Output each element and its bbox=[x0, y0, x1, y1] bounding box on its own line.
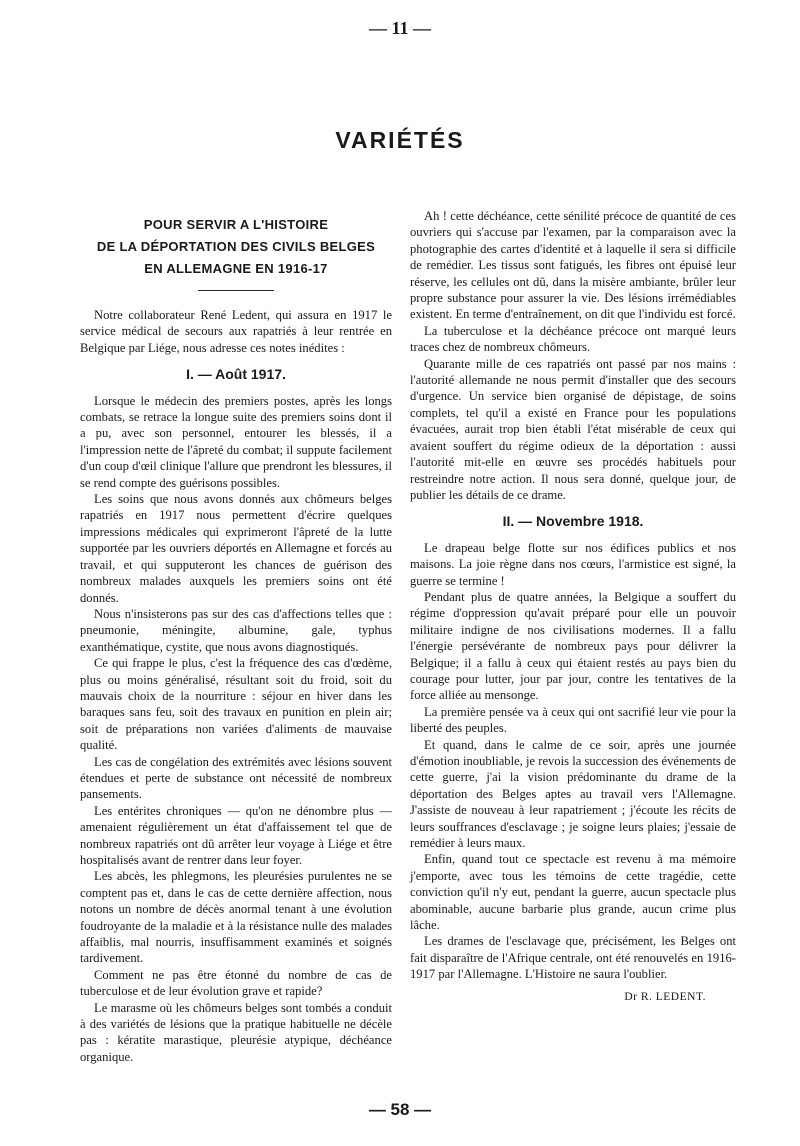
part1-paragraph-11: La tuberculose et la déchéance précoce ont marqué leurs traces chez de nombreux chômeurs. bbox=[410, 323, 736, 355]
article-title-line-2: DE LA DÉPORTATION DES CIVILS BELGES bbox=[96, 239, 376, 254]
part2-paragraph-5: Enfin, quand tout ce spectacle est revenu à ma mémoire j'emporte, avec tous les témoins de cette tragédie, cette conviction qu'il n'y eut, pendant la guerre, aucun spectacle plus abominable, aucune barbarie plus grande, aucun crime plus lâche. bbox=[410, 852, 736, 933]
part1-paragraph-3: Nous n'insisterons pas sur des cas d'affections telles que : pneumonie, méningite, albumine, gale, typhus exanthématique, cystite, que nous avons diagnostiqués. bbox=[80, 606, 392, 654]
part2-heading: II. — Novembre 1918. bbox=[502, 513, 644, 530]
part1-paragraph-8: Comment ne pas être étonné du nombre de cas de tuberculose et de leur évolution grave et rapide? bbox=[80, 967, 392, 999]
part2-paragraph-6: Les drames de l'esclavage que, précisément, les Belges ont fait disparaître de l'Afrique centrale, ont été renouvelés en 1916-1917 par l'Allemagne. L'Histoire ne saura l'oublier. bbox=[410, 934, 736, 982]
top-page-number: — 11 — bbox=[368, 18, 431, 38]
title-divider bbox=[198, 290, 274, 291]
part1-paragraph-1: Lorsque le médecin des premiers postes, après les longs combats, se retrace la longue suite des premiers soins dont il a pu, avec son personnel, entourer les blessés, il a l'impression nette de l'âpreté du combat; il suppute facilement d'un coup d'œil clinique l'allure que prendront les blessures, il se rend compte des guérisons possibles. bbox=[80, 393, 392, 490]
right-column bbox=[410, 208, 736, 1005]
part1-paragraph-2: Les soins que nous avons donnés aux chômeurs belges rapatriés en 1917 nous permettent d'écrire quelques impressions médicales qui exprimeront l'âpreté de la lutte supportée par les ouvriers déportés en Allemagne et forcés au travail, et qui supputeront les chances de guérison des nombreux malades auxquels les premiers soins ont été donnés. bbox=[80, 492, 392, 605]
part1-paragraph-9: Le marasme où les chômeurs belges sont tombés a conduit à des variétés de lésions que la pratique habituelle ne décèle pas : kératite marastique, pleurésie atypique, déchéance organique. bbox=[80, 1000, 392, 1064]
part2-paragraph-4: Et quand, dans le calme de ce soir, après une journée d'émotion inoubliable, je revois la succession des événements de cette guerre, j'ai la vision prédominante du drame de la déportation des Belges aptes au travail vers l'Allemagne. J'assiste de nouveau à leur rapatriement ; j'écoute les récits de leurs souffrances d'esclavage ; je soigne leurs plaies; j'essaie de remédier à leurs maux. bbox=[410, 737, 736, 851]
article-title-line-3: EN ALLEMAGNE EN 1916-17 bbox=[144, 261, 328, 276]
part1-paragraph-12: Quarante mille de ces rapatriés ont passé par nos mains : l'autorité allemande ne nous permit d'installer que des secours d'urgence. Un service bien organisé de dépistage, de soins complets, tel qu'il a existé en France pour les populations évacuées, aurait trop bien établi l'état misérable de ceux qui avaient souffert du régime odieux de la déportation : aussi l'autorité mit-elle en œuvre ses procédés habituels pour restreindre notre action. Il nous sera donné, quelque jour, de publier les détails de ce drame. bbox=[410, 356, 736, 502]
bottom-page-number: — 58 — bbox=[368, 1100, 432, 1119]
intro-paragraph: Notre collaborateur René Ledent, qui assura en 1917 le service médical de secours aux rapatriés à leur rentrée en Belgique par Liége, nous adresse ces notes inédites : bbox=[80, 308, 392, 355]
part1-paragraph-10: Ah ! cette déchéance, cette sénilité précoce de quantité de ces ouvriers qui s'accuse par l'examen, par la comparaison avec la photographie des cartes d'identité et à laquelle il sera si difficile de remédier. Les tissus sont fatigués, les fibres ont épuisé leur réserve, les cellules ont dû, dans la misère ambiante, brûler leur propre substance pour assurer la vie. Des lésions irrémédiables existent. En terme d'entraînement, on dit que l'individu est forcé. bbox=[410, 209, 736, 322]
part2-paragraph-2: Pendant plus de quatre années, la Belgique a souffert du régime d'oppression qu'avait préparé pour elle un pouvoir militaire indigne de nos civilisations modernes. Il a fallu l'énergie persévérante de nombreux pays pour délivrer la Belgique; il a fallu à ceux qui étaient restés au pays bien du courage pour lutter, jour par jour, contre les tentatives de la force alliée au mensonge. bbox=[410, 589, 736, 703]
article-title-line-1: POUR SERVIR A L'HISTOIRE bbox=[143, 217, 329, 232]
section-title: VARIÉTÉS bbox=[335, 127, 465, 153]
part1-paragraph-6: Les entérites chroniques — qu'on ne dénombre plus — amenaient régulièrement un état d'affaissement tel que de nombreux rapatriés ont dû arrêter leur voyage à Liége et être hospitalisés avant de rentrer dans leur foyer. bbox=[80, 803, 392, 867]
article-title bbox=[80, 214, 392, 280]
part1-paragraph-4: Ce qui frappe le plus, c'est la fréquence des cas d'œdème, plus ou moins généralisé, résultant soit du froid, soit du mauvais choix de la nourriture : séjour en hiver dans les baraques sans feu, soit des travaux en punition en plein air; soit de préparations non variées d'aliments de mauvaise qualité. bbox=[80, 656, 392, 753]
left-column bbox=[80, 208, 392, 1065]
part1-paragraph-5: Les cas de congélation des extrémités avec lésions souvent étendues et perte de substance ont nécessité de nombreux pansements. bbox=[80, 754, 392, 802]
signature: Dr R. LEDENT. bbox=[624, 990, 706, 1003]
part1-heading: I. — Août 1917. bbox=[186, 366, 286, 383]
part2-paragraph-1: Le drapeau belge flotte sur nos édifices publics et nos maisons. La joie règne dans nos cœurs, l'armistice est signé, la guerre se termine ! bbox=[410, 540, 736, 588]
part1-paragraph-7: Les abcès, les phlegmons, les pleurésies purulentes ne se comptent pas et, dans le cas de cette dernière affection, nous notons un nombre de décès anormal tenant à une évolution foudroyante de la maladie et à la résistance nulle des malades affaiblis, mal nourris, insuffisamment examinés et soignés tardivement. bbox=[80, 869, 392, 966]
part2-paragraph-3: La première pensée va à ceux qui ont sacrifié leur vie pour la liberté des peuples. bbox=[410, 704, 736, 736]
